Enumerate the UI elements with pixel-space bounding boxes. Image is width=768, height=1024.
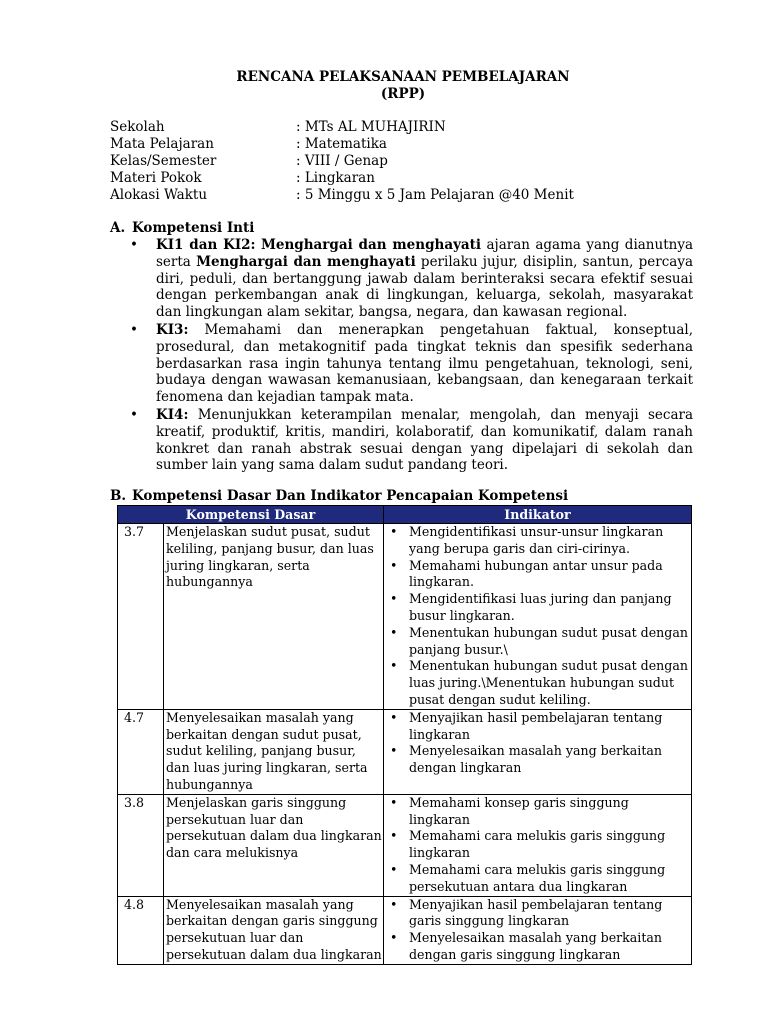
ki-item-ki3 (130, 322, 693, 406)
kd-description: Menjelaskan sudut pusat, sudut keliling, panjang busur, dan luas juring lingkaran, serta hubungannya (164, 524, 384, 710)
bullet-icon: • (130, 321, 138, 338)
identity-value: : Matematika (296, 136, 387, 152)
ki-text: ajaran agama yang dianutnya serta (156, 237, 693, 270)
bullet-icon: • (390, 624, 398, 640)
kd-number: 4.7 (118, 709, 164, 794)
section-letter: B. (110, 488, 127, 504)
bullet-icon: • (390, 557, 398, 573)
indicator-cell (384, 896, 692, 964)
identity-label: Mata Pelajaran (110, 136, 214, 152)
identity-value: : VIII / Genap (296, 153, 388, 169)
bullet-icon: • (390, 861, 398, 877)
ki-text: Memahami dan menerapkan pengetahuan faktual, konseptual, prosedural, dan metakognitif pada tingkat teknis dan spesifik sederhana berdasarkan rasa ingin tahunya tentang ilmu pengetahuan, teknologi, seni, budaya dengan wawasan kemanusiaan, kebangsaan, dan kenegaraan terkait fenomena dan kejadian tampak mata. (156, 321, 694, 406)
ki-emphasis: Menghargai dan menghayati (196, 253, 416, 270)
table-row (118, 524, 692, 710)
indicator-item: • Menyajikan hasil pembelajaran tentang lingkaran (390, 709, 663, 742)
indicator-item: • Menyelesaikan masalah yang berkaitan dengan lingkaran (390, 743, 663, 776)
bullet-icon: • (390, 828, 398, 844)
section-letter: A. (110, 220, 126, 236)
ki-emphasis: Menghargai dan menghayati (260, 237, 482, 253)
identity-value: : Lingkaran (296, 170, 375, 186)
identity-row-materi (110, 170, 574, 187)
table-header-row (118, 506, 692, 524)
section-title: Kompetensi Dasar Dan Indikator Pencapaian Kompetensi (132, 488, 569, 504)
indicator-cell (384, 524, 692, 710)
kompetensi-dasar-table (117, 505, 692, 965)
ki-text: perilaku jujur, disiplin, santun, percaya diri, peduli, dan bertanggung jawab dalam berinteraksi secara efektif sesuai dengan perkembangan anak di lingkungan, keluarga, sekolah, masyarakat dan lingkungan alam sekitar, bangsa, negara, dan kawasan regional. (156, 253, 693, 321)
bullet-icon: • (390, 709, 398, 725)
indicator-item: • Mengidentifikasi unsur-unsur lingkaran yang berupa garis dan ciri-cirinya. (390, 524, 664, 556)
kd-description: Menjelaskan garis singgung persekutuan luar dan persekutuan dalam dua lingkaran dan cara melukisnya (164, 794, 384, 896)
identity-label: Sekolah (110, 119, 165, 135)
bullet-icon: • (390, 524, 398, 539)
bullet-icon: • (390, 794, 398, 810)
indicator-item: • Menentukan hubungan sudut pusat dengan luas juring.\Menentukan hubungan sudut pusat dengan sudut keliling. (390, 658, 688, 707)
table-row (118, 794, 692, 896)
ki-label: KI4: (156, 406, 189, 423)
section-b-heading (110, 488, 568, 505)
identity-label: Materi Pokok (110, 170, 202, 186)
kd-description: Menyelesaikan masalah yang berkaitan dengan garis singgung persekutuan luar dan persekutuan dalam dua lingkaran (164, 896, 384, 964)
ki-label: KI1 dan KI2: (156, 237, 256, 253)
indicator-item: • Memahami cara melukis garis singgung lingkaran (390, 828, 666, 861)
bullet-icon: • (130, 237, 138, 253)
ki-text: Menunjukkan keterampilan menalar, mengolah, dan menyaji secara kreatif, produktif, kritis, mandiri, kolaboratif, dan komunikatif, dalam ranah konkret dan ranah abstrak sesuai dengan yang dipelajari di sekolah dan sumber lain yang sama dalam sudut pandang teori. (156, 406, 693, 474)
kd-number: 3.7 (118, 524, 164, 710)
indicator-item: • Mengidentifikasi luas juring dan panjang busur lingkaran. (390, 591, 672, 623)
bullet-icon: • (130, 406, 138, 423)
bullet-icon: • (390, 930, 398, 946)
indicator-item: • Menyajikan hasil pembelajaran tentang garis singgung lingkaran (390, 896, 663, 929)
identity-value: : MTs AL MUHAJIRIN (296, 119, 446, 135)
kompetensi-inti-list (130, 237, 693, 475)
indicator-item: • Menyelesaikan masalah yang berkaitan dengan garis singgung lingkaran (390, 930, 663, 962)
identity-label: Alokasi Waktu (110, 187, 208, 203)
bullet-icon: • (390, 658, 398, 674)
ki-item-ki4 (130, 407, 693, 474)
indicator-item: • Memahami cara melukis garis singgung persekutuan antara dua lingkaran (390, 861, 666, 894)
section-a-heading (110, 220, 254, 237)
indicator-cell (384, 709, 692, 794)
identity-row-mapel (110, 136, 574, 153)
header-kompetensi-dasar: Kompetensi Dasar (118, 506, 384, 524)
kd-description: Menyelesaikan masalah yang berkaitan dengan sudut pusat, sudut keliling, panjang busur, dan luas juring lingkaran, serta hubungannya (164, 709, 384, 794)
header-indikator: Indikator (384, 506, 692, 524)
indicator-item: • Memahami hubungan antar unsur pada lingkaran. (390, 557, 663, 590)
kd-number: 3.8 (118, 794, 164, 896)
identity-row-sekolah (110, 119, 574, 136)
identity-label: Kelas/Semester (110, 153, 217, 169)
ki-item-ki1-ki2 (130, 237, 693, 321)
bullet-icon: • (390, 591, 398, 607)
ki-label: KI3: (156, 321, 189, 338)
indicator-item: • Memahami konsep garis singgung lingkaran (390, 794, 629, 827)
identity-row-alokasi (110, 187, 574, 204)
indicator-cell (384, 794, 692, 896)
identity-value: : 5 Minggu x 5 Jam Pelajaran @40 Menit (296, 187, 574, 203)
document-title: RENCANA PELAKSANAAN PEMBELAJARAN (236, 69, 570, 85)
identity-row-kelas (110, 153, 574, 170)
table-row (118, 896, 692, 964)
section-title: Kompetensi Inti (132, 220, 255, 236)
identity-block (110, 119, 574, 204)
indicator-item: • Menentukan hubungan sudut pusat dengan panjang busur.\ (390, 624, 688, 657)
table-row (118, 709, 692, 794)
document-subtitle: (RPP) (380, 86, 426, 102)
kd-number: 4.8 (118, 896, 164, 964)
bullet-icon: • (390, 896, 398, 912)
bullet-icon: • (390, 743, 398, 759)
